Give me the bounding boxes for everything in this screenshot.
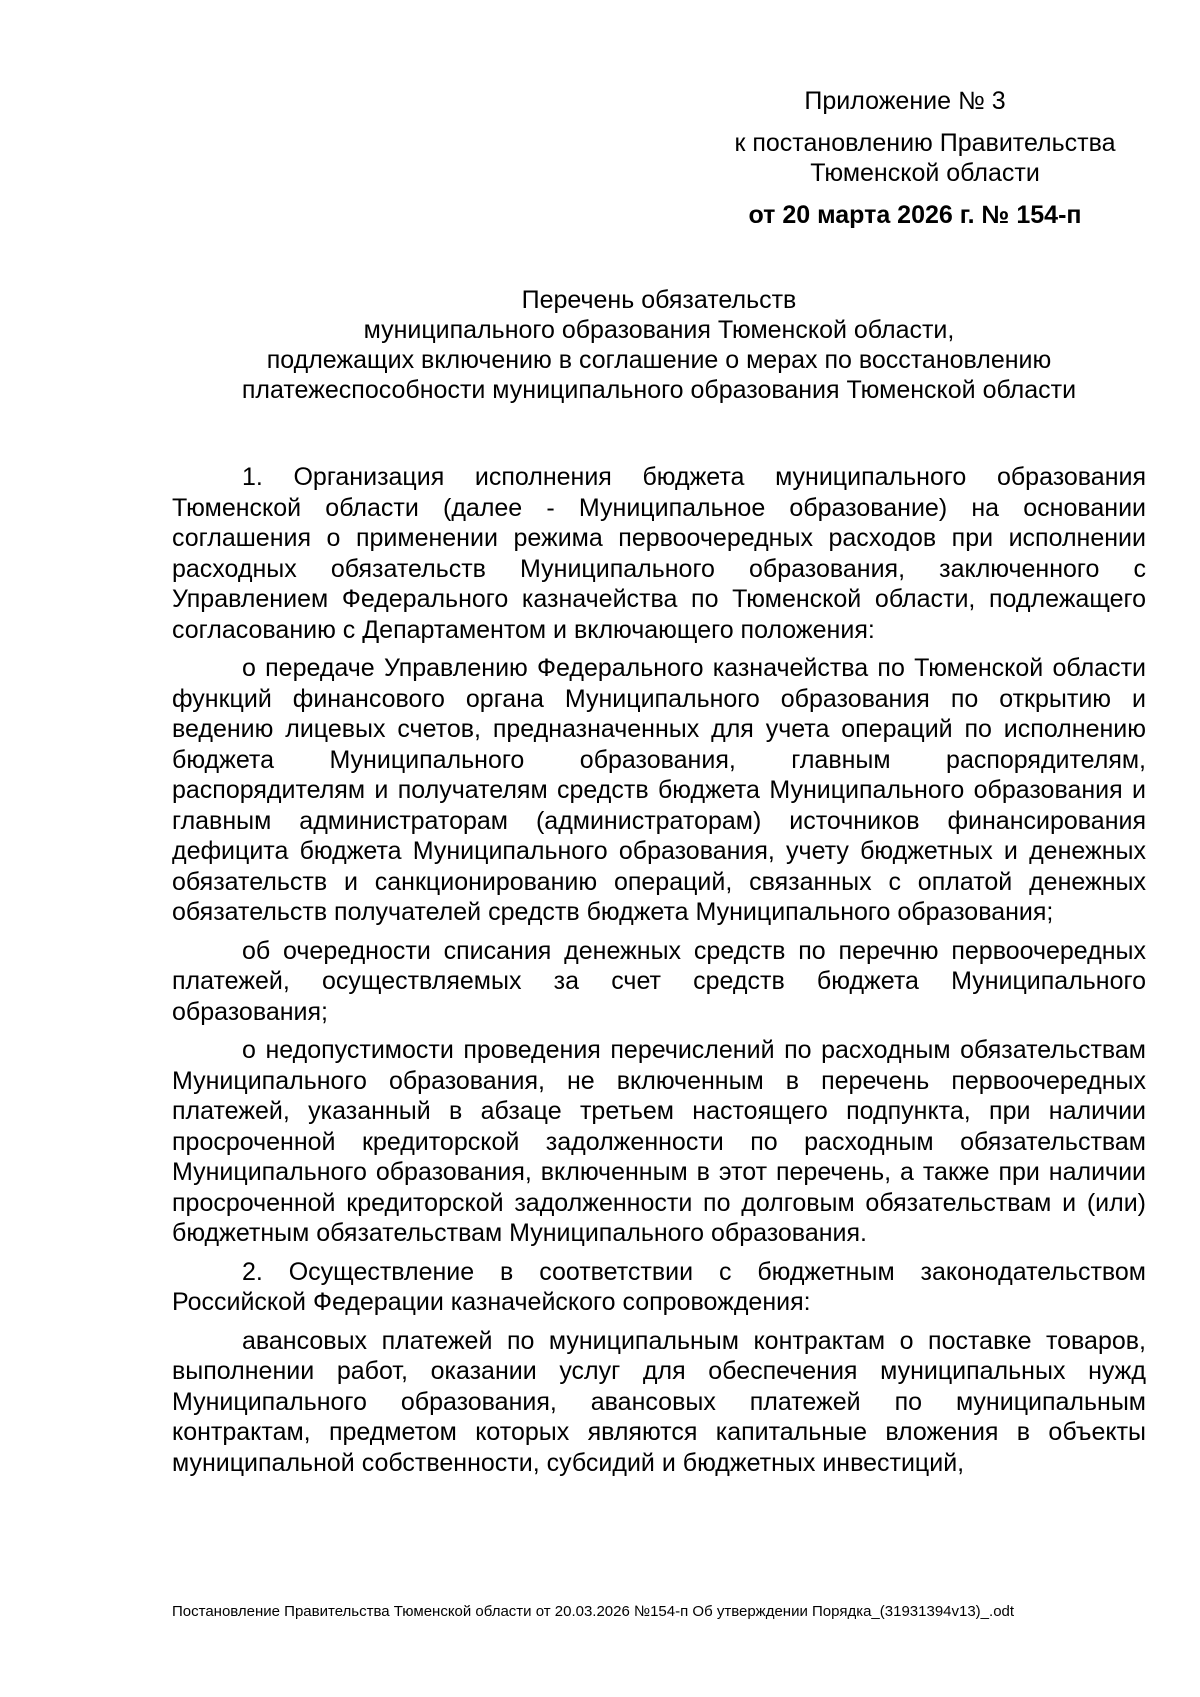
appendix-number: Приложение № 3 bbox=[804, 87, 1006, 115]
title-line-3: подлежащих включению в соглашение о мерах по восстановлению bbox=[266, 346, 1052, 374]
resolution-date: от 20 марта 2026 г. № 154-п bbox=[748, 201, 1082, 229]
appendix-header bbox=[690, 86, 1160, 230]
page-footer: Постановление Правительства Тюменской области от 20.03.2026 №154-п Об утверждении Порядка_(31931394v13)_.odt bbox=[172, 1603, 1015, 1620]
paragraph-2: о передаче Управлению Федерального казначейства по Тюменской области функций финансового органа Муниципального образования по открытию и ведению лицевых счетов, предназначенных для учета операций по исполнению бюджета Муниципального образования, главным распорядителям, распорядителям и получателям средств бюджета Муниципального образования и главным администраторам (администраторам) источников финансирования дефицита бюджета Муниципального образования, учету бюджетных и денежных обязательств и санкционированию операций, связанных с оплатой денежных обязательств получателей средств бюджета Муниципального образования; bbox=[172, 654, 1146, 926]
document-title bbox=[172, 285, 1146, 405]
resolution-reference: к постановлению Правительства bbox=[734, 129, 1116, 157]
paragraph-1: 1. Организация исполнения бюджета муниципального образования Тюменской области (далее - Муниципальное образование) на основании соглашения о применении режима первоочередных расходов при исполнении расходных обязательств Муниципального образования, заключенного с Управлением Федерального казначейства по Тюменской области, подлежащего согласованию с Департаментом и включающего положения: bbox=[172, 463, 1146, 644]
paragraph-6: авансовых платежей по муниципальным контрактам о поставке товаров, выполнении работ, оказании услуг для обеспечения муниципальных нужд Муниципального образования, авансовых платежей по муниципальным контрактам, предметом которых являются капитальные вложения в объекты муниципальной собственности, субсидий и бюджетных инвестиций, bbox=[172, 1326, 1146, 1477]
title-line-2: муниципального образования Тюменской области, bbox=[363, 316, 955, 344]
paragraph-5: 2. Осуществление в соответствии с бюджетным законодательством Российской Федерации казначейского сопровождения: bbox=[172, 1257, 1146, 1316]
paragraph-4: о недопустимости проведения перечислений по расходным обязательствам Муниципального образования, не включенным в перечень первоочередных платежей, указанный в абзаце третьем настоящего подпункта, при наличии просроченной кредиторской задолженности по расходным обязательствам Муниципального образования, включенным в этот перечень, а также при наличии просроченной кредиторской задолженности по долговым обязательствам и (или) бюджетным обязательствам Муниципального образования. bbox=[172, 1036, 1146, 1247]
region-name: Тюменской области bbox=[810, 159, 1040, 187]
title-line-1: Перечень обязательств bbox=[521, 286, 797, 314]
paragraph-3: об очередности списания денежных средств по перечню первоочередных платежей, осуществляемых за счет средств бюджета Муниципального образования; bbox=[172, 936, 1146, 1026]
title-line-4: платежеспособности муниципального образования Тюменской области bbox=[241, 376, 1077, 404]
document-body bbox=[172, 462, 1146, 1486]
